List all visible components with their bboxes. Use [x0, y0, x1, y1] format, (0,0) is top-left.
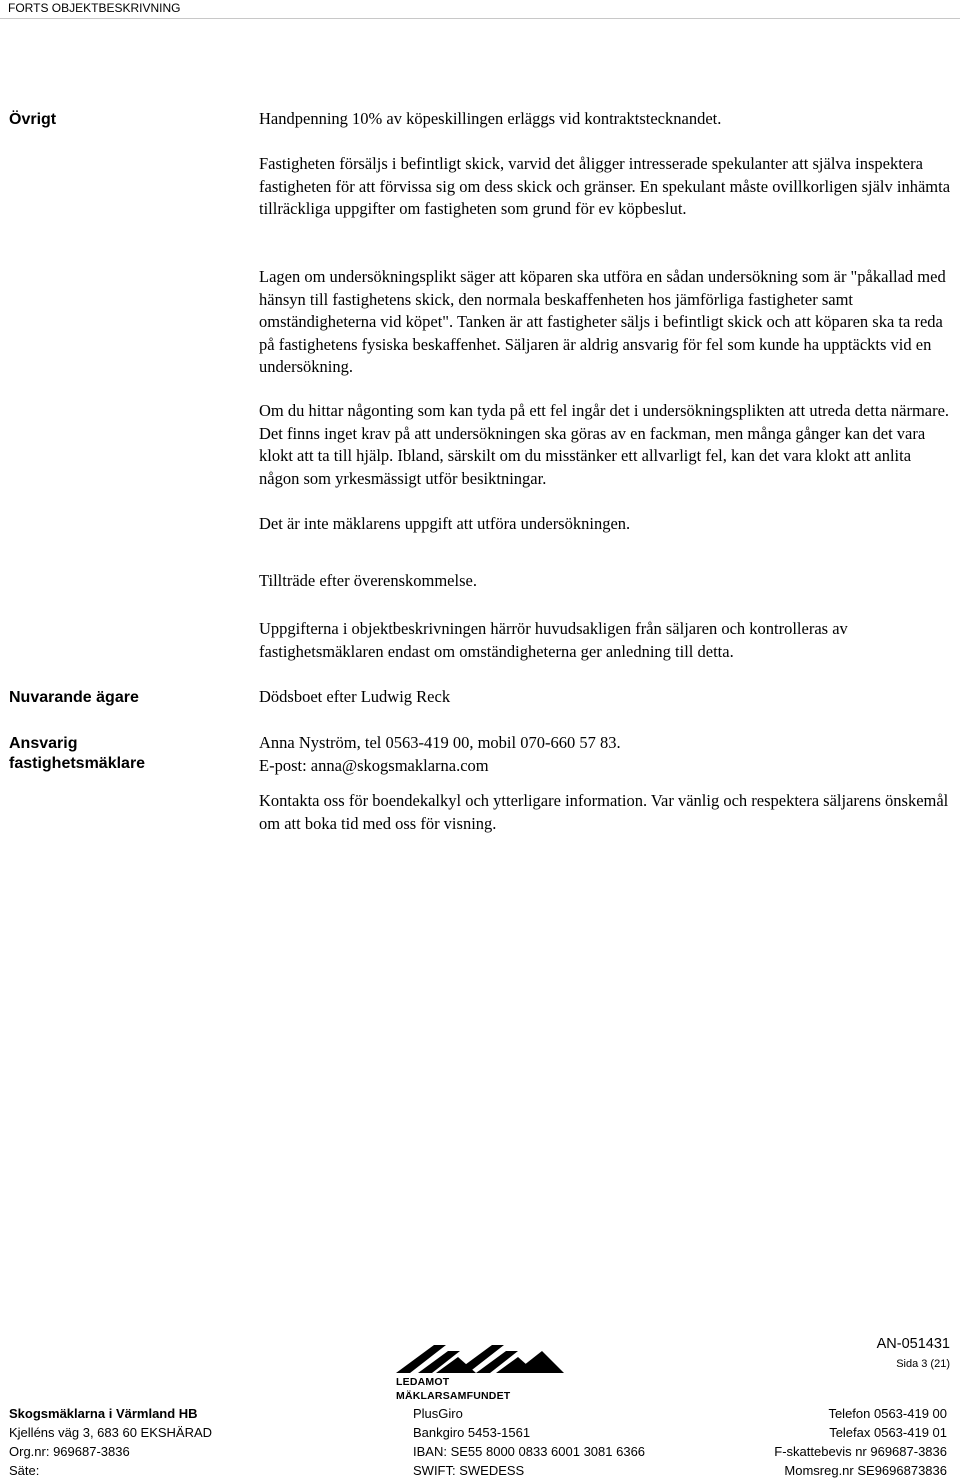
- section-label-owner: Nuvarande ägare: [9, 689, 139, 706]
- footer-iban: IBAN: SE55 8000 0833 6001 3081 6366: [413, 1444, 646, 1459]
- section-label-broker: [9, 734, 145, 774]
- footer-swift: SWIFT: SWEDESS: [413, 1463, 525, 1478]
- logo-text: LEDAMOT MÄKLARSAMFUNDET: [396, 1376, 511, 1402]
- footer-company: [9, 1404, 212, 1480]
- header-title: FORTS OBJEKTBESKRIVNING: [8, 1, 181, 15]
- footer-address: Kjelléns väg 3, 683 60 EKSHÄRAD: [9, 1425, 213, 1440]
- paragraph-uppgifter: Uppgifterna i objektbeskrivningen härrör huvudsakligen från säljaren och kontrolleras av fastighetsmäklaren endast om omständigheterna ger anledning till detta.: [259, 619, 848, 661]
- broker-note: Kontakta oss för boendekalkyl och ytterligare information. Var vänlig och respektera säljarens önskemål om att boka tid med oss för visning.: [259, 791, 949, 833]
- broker-email[interactable]: E-post: anna@skogsmaklarna.com: [259, 755, 489, 775]
- paragraph-tilltrade: Tillträde efter överenskommelse.: [259, 571, 477, 590]
- ovrigt-content-7: [259, 618, 954, 663]
- page-number: Sida 3 (21): [896, 1358, 950, 1370]
- footer-telefon: Telefon 0563-419 00: [828, 1406, 947, 1421]
- broker-content: [259, 732, 954, 777]
- ovrigt-content: [259, 108, 954, 131]
- footer-fskatt: F-skattebevis nr 969687-3836: [774, 1444, 947, 1459]
- paragraph-handpenning: Handpenning 10% av köpeskillingen erläggs vid kontraktstecknandet.: [259, 109, 722, 128]
- broker-label-line2: fastighetsmäklare: [9, 755, 146, 772]
- owner-content: [259, 686, 954, 709]
- footer-bank: [413, 1404, 645, 1480]
- page-header: [0, 0, 960, 19]
- footer-sate: Säte:: [9, 1463, 40, 1478]
- section-label-ovrigt: Övrigt: [9, 111, 57, 128]
- footer-plusgiro: PlusGiro: [413, 1406, 463, 1421]
- footer-telefax: Telefax 0563-419 01: [829, 1425, 947, 1440]
- paragraph-fel: Om du hittar någonting som kan tyda på ett fel ingår det i undersökningsplikten att utreda detta närmare. Det finns inget krav på att undersökningen ska göras av en fackman, men många gånger kan det vara klokt att ta till hjälp. Ibland, särskilt om du misstänker ett allvarligt fel, kan det vara klokt att anlita någon som yrkesmässigt utför besiktningar.: [259, 401, 950, 488]
- footer-orgnr: Org.nr: 969687-3836: [9, 1444, 130, 1459]
- broker-contact-line1: Anna Nyström, tel 0563-419 00, mobil 070-660 57 83.: [259, 733, 621, 752]
- ovrigt-content-4: [259, 400, 954, 490]
- owner-value: Dödsboet efter Ludwig Reck: [259, 687, 451, 706]
- footer-momsreg: Momsreg.nr SE9696873836: [784, 1463, 947, 1478]
- broker-label-line1: Ansvarig: [9, 735, 78, 752]
- ovrigt-content-2: [259, 153, 954, 221]
- paragraph-undersokningsplikt: Lagen om undersökningsplikt säger att köparen ska utföra en sådan undersökning som är "påkallad med hänsyn till fastighetens skick, den normala beskaffenheten hos jämförliga fastigheter samt omständigheterna vid köpet". Tanken är att fastigheter säljs i befintligt skick och att köparen ska ta reda på fastighetens fysiska beskaffenhet. Säljaren är aldrig ansvarig för fel som kunde ha upptäckts vid en undersökning.: [259, 267, 946, 376]
- footer-contact: [774, 1404, 947, 1480]
- paragraph-skick: Fastigheten försäljs i befintligt skick, varvid det åligger intresserade spekulanter att själva inspektera fastigheten för att förvissa sig om dess skick och gränser. En spekulant måste ovillkorligen själv inhämta tillräckliga uppgifter om fastigheten som grund för ev köpbeslut.: [259, 154, 951, 218]
- document-ref: AN-051431: [876, 1336, 950, 1352]
- ovrigt-content-6: [259, 570, 954, 593]
- footer-company-name: Skogsmäklarna i Värmland HB: [9, 1406, 198, 1421]
- ovrigt-content-3: [259, 266, 954, 379]
- ovrigt-content-5: [259, 513, 954, 536]
- paragraph-maklarens-uppgift: Det är inte mäklarens uppgift att utföra undersökningen.: [259, 514, 631, 533]
- broker-note-block: [259, 790, 954, 835]
- footer-bankgiro: Bankgiro 5453-1561: [413, 1425, 531, 1440]
